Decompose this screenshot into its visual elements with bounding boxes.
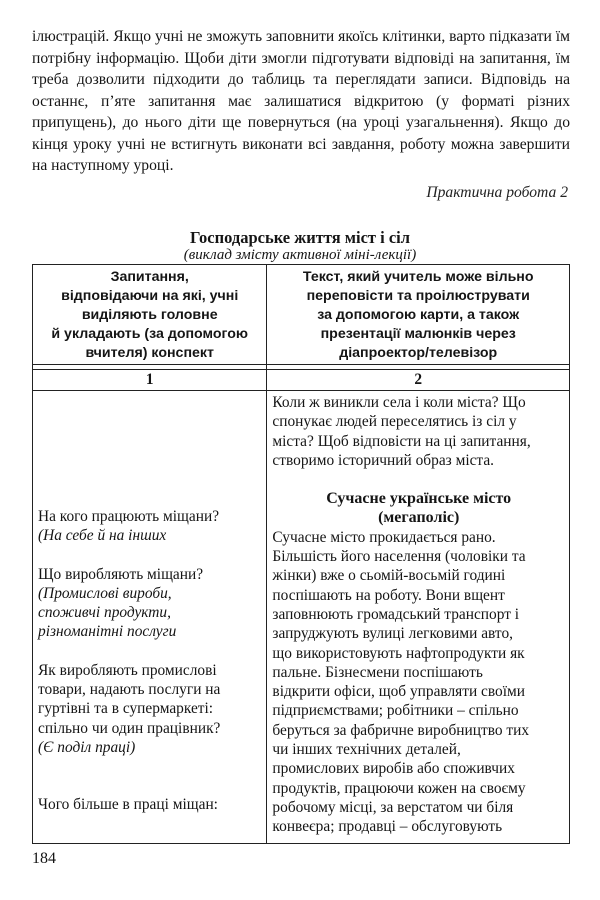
question-3-line: гуртівні та в супермаркеті: — [38, 700, 214, 718]
text-line: продуктів, працюючи кожен на своєму — [272, 779, 526, 797]
question-3-line: спільно чи один працівник? — [38, 719, 221, 737]
teacher-text-cell — [267, 391, 570, 844]
intro-line: Коли ж виникли села і коли міста? Що — [272, 394, 526, 411]
header-col1 — [33, 265, 267, 365]
header-col2-line: переповісти та проілюструвати — [306, 287, 530, 304]
answer-3: (Є поділ праці) — [38, 738, 136, 756]
intro-line: міста? Щоб відповісти на ці запитання, — [272, 432, 531, 450]
header-col2-line: презентації малюнків через — [320, 325, 516, 342]
answer-1: (На себе й на інших — [38, 527, 167, 545]
text-line: заповнюють громадський транспорт і — [272, 605, 520, 623]
text-line: робочому місці, за верстатом чи біля — [272, 798, 514, 816]
text-line: що використовують нафтопродукти як — [272, 644, 525, 662]
text-line: конвеєра; продавці – обслуговують — [272, 818, 503, 836]
text-line: чи інших технічних деталей, — [272, 741, 461, 759]
questions-cell — [33, 391, 267, 844]
intro-line: створимо історичний образ міста. — [272, 451, 495, 469]
text-line: запруджують вулиці легковими авто, — [272, 625, 513, 643]
practical-work-label: Практична робота 2 — [426, 184, 568, 201]
page-number: 184 — [32, 850, 56, 867]
column-number-1: 1 — [33, 370, 267, 391]
answer-2-line: різноманітні послуги — [38, 623, 177, 641]
question-3-line: Як виробляють промислові — [38, 661, 217, 679]
section-subtitle: (мегаполіс) — [378, 509, 460, 527]
header-col1-line: Запитання, — [110, 268, 189, 285]
table-title: Господарське життя міст і сіл — [189, 228, 411, 247]
header-col1-line: відповідаючи на які, учні — [61, 287, 239, 304]
answer-2-line: (Промислові вироби, — [38, 584, 172, 602]
intro-paragraph: ілюстрацій. Якщо учні не зможуть заповнити якоїсь клітинки, варто підказати їм потрібну інформацію. Щоби діти змогли підготувати відповіді на запитання, їм треба дозволити підходити до таблиць та переглядати записи. Відповідь на останнє, п’яте запитання має залишатися відкритою (у форматі різних припущень), до нього діти ще повернуться (на уроці узагальнення). Якщо до кінця уроку учні не встигнуть виконати всі завдання, роботу можна завершити на наступному уроці. — [32, 28, 570, 174]
text-line: підприємствами; робітники – спільно — [272, 702, 519, 720]
question-1: На кого працюють міщани? — [38, 508, 220, 525]
text-line: жінки) вже о сьомій-восьмій годині — [272, 567, 506, 585]
header-col2-line: за допомогою карти, а також — [317, 306, 520, 323]
header-col1-line: вчителя) конспект — [85, 344, 214, 361]
text-line: промислових виробів або споживчих — [272, 760, 515, 778]
text-line: пальне. Бізнесмени поспішають — [272, 663, 483, 681]
table-header-row — [33, 265, 570, 365]
section-title: Сучасне українське місто — [326, 490, 512, 508]
column-number-2: 2 — [267, 370, 570, 391]
table-body-row — [33, 391, 570, 844]
text-line: беруться за фабричне виробництво тих — [272, 721, 530, 739]
answer-2-line: споживчі продукти, — [38, 604, 171, 622]
question-3-line: товари, надають послуги на — [38, 681, 221, 699]
question-2: Що виробляють міщани? — [38, 565, 204, 583]
header-col2-line: Текст, який учитель може вільно — [302, 268, 534, 285]
text-line: Сучасне місто прокидається рано. — [272, 528, 496, 546]
text-line: поспішають на роботу. Вони вщент — [272, 586, 505, 604]
header-col1-line: й укладають (за допомогою — [51, 325, 249, 342]
header-col2-line: діапроектор/телевізор — [339, 344, 498, 361]
text-line: Більшість його населення (чоловіки та — [272, 548, 526, 566]
header-col1-line: виділяють головне — [81, 306, 218, 323]
lecture-table — [32, 264, 570, 844]
intro-line: спонукає людей переселятись із сіл у — [272, 413, 517, 431]
column-number-row — [33, 370, 570, 391]
text-line: відкрити офіси, щоб управляти своїми — [272, 683, 525, 701]
question-4: Чого більше в праці міщан: — [38, 796, 218, 814]
header-col2 — [267, 265, 570, 365]
table-subtitle: (виклад змісту активної міні-лекції) — [183, 247, 417, 263]
